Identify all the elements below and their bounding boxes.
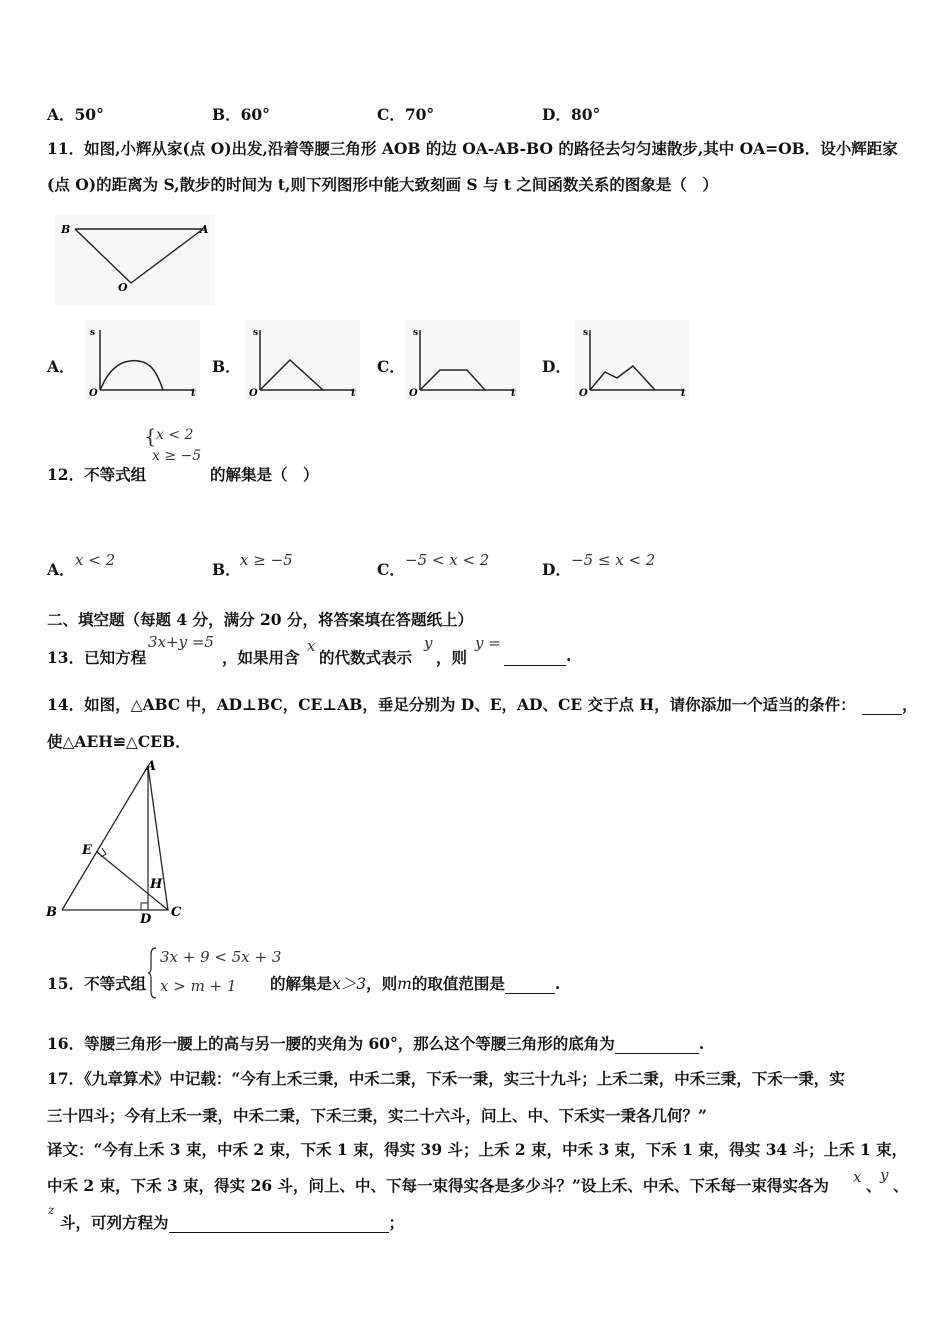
q12-option-a-letter: A．	[47, 560, 75, 579]
svg-text:O: O	[89, 388, 98, 399]
q13-var-x: x	[307, 637, 316, 655]
q13-mid-3: ，则	[436, 648, 468, 667]
q14-label-d: D	[140, 912, 152, 927]
q14-answer-blank[interactable]: ，	[862, 693, 918, 715]
q12-brace: {	[144, 424, 157, 448]
q14-label-c: C	[171, 905, 182, 920]
svg-text:s: s	[253, 328, 259, 338]
q11-label-b: B	[61, 223, 71, 236]
q14-label-b: B	[46, 905, 57, 920]
svg-text:s: s	[413, 328, 419, 338]
svg-text:t: t	[191, 388, 196, 399]
q10-option-b: B．60°	[212, 105, 270, 124]
q14-line-2: 使△AEH≌△CEB．	[47, 732, 191, 751]
q16-text: 16．等腰三角形一腰上的高与另一腰的夹角为 60°，那么这个等腰三角形的底角为 .	[47, 1034, 705, 1053]
q17-var-x: x	[853, 1168, 862, 1186]
q14-label-a: A	[146, 759, 157, 774]
q12-option-a-math: x < 2	[75, 551, 116, 569]
svg-text:t: t	[681, 388, 686, 399]
q15-answer-blank[interactable]	[505, 974, 555, 994]
q11-graph-d	[575, 320, 690, 400]
q12-option-c-math: −5 < x < 2	[405, 551, 490, 569]
q14-label-h: H	[150, 877, 163, 892]
q11-option-b-letter: B．	[212, 357, 241, 376]
q12-option-d-math: −5 ≤ x < 2	[571, 551, 656, 569]
svg-text:O: O	[409, 388, 418, 399]
q12-prefix: 12．不等式组	[47, 465, 147, 484]
svg-text:O: O	[579, 388, 588, 399]
q12-suffix: 的解集是（ ）	[210, 465, 319, 484]
q13-prefix: 13．已知方程	[47, 648, 147, 667]
q12-option-b-letter: B．	[212, 560, 241, 579]
q17-line-3: 译文：“今有上禾 3 束，中禾 2 束，下禾 1 束，得实 39 斗；上禾 2 束，中禾 3 束，下禾 1 束，得实 34 斗；上禾 1 束，	[47, 1140, 908, 1159]
q13-answer-blank[interactable]: .	[504, 646, 571, 666]
q13-y-equals: y =	[475, 634, 501, 652]
q11-triangle-figure	[55, 215, 215, 305]
q15-prefix: 15．不等式组	[47, 974, 147, 993]
q11-line-2: (点 O)的距离为 S,散步的时间为 t,则下列图形中能大致刻画 S 与 t 之间函数关系的图象是（ ）	[47, 175, 718, 194]
q17-var-y: y	[880, 1166, 889, 1184]
q17-line-4: 中禾 2 束，下禾 3 束，得实 26 斗，问上、中、下每一束得实各是多少斗？”设上禾、中禾、下禾每一束得实各为	[47, 1176, 829, 1195]
svg-text:t: t	[351, 388, 356, 399]
q16-answer-blank[interactable]	[615, 1034, 699, 1054]
q11-graph-a	[85, 320, 200, 400]
q11-label-o: O	[118, 281, 128, 294]
q11-line-1: 11．如图,小辉从家(点 O)出发,沿着等腰三角形 AOB 的边 OA-AB-BO 的路径去匀匀速散步,其中 OA=OB．设小辉距家	[47, 139, 898, 158]
q14-triangle-figure	[40, 758, 200, 928]
q12-sys-line-1: x < 2	[156, 427, 194, 443]
svg-text:s: s	[583, 328, 589, 338]
q15-brace	[148, 946, 158, 1000]
q17-line-2: 三十四斗；今有上禾一秉，中禾二秉，下禾三秉，实二十六斗，问上、中、下禾实一秉各几何？”	[47, 1106, 707, 1125]
q13-mid: ，如果用含	[222, 648, 300, 667]
q10-option-c: C．70°	[377, 105, 435, 124]
q12-option-c-letter: C．	[377, 560, 405, 579]
q14-line-1: 14．如图，△ABC 中，AD⊥BC，CE⊥AB，垂足分别为 D、E，AD、CE 交于点 H，请你添加一个适当的条件：	[47, 695, 856, 714]
q17-var-z: z	[48, 1203, 55, 1217]
q11-option-a-letter: A．	[47, 357, 75, 376]
svg-text:O: O	[249, 388, 258, 399]
q15-text: 的解集是x＞3，则m的取值范围是 .	[270, 974, 561, 993]
q14-label-e: E	[82, 843, 92, 858]
q13-mid-2: 的代数式表示	[319, 648, 413, 667]
q17-answer-blank[interactable]	[169, 1213, 389, 1233]
q11-graph-b	[245, 320, 360, 400]
q11-label-a: A	[200, 223, 209, 236]
svg-text:s: s	[90, 328, 96, 338]
q12-option-d-letter: D．	[542, 560, 571, 579]
q10-option-d: D．80°	[542, 105, 601, 124]
q17-sep-2: 、	[893, 1176, 909, 1195]
q17-line-1: 17．《九章算术》中记载：“今有上禾三秉，中禾二秉，下禾一秉，实三十九斗；上禾二秉，中禾三秉，下禾一秉，实	[47, 1069, 845, 1088]
q13-equation: 3x+y =5	[148, 633, 214, 651]
svg-text:t: t	[511, 388, 516, 399]
q11-option-d-letter: D．	[542, 357, 571, 376]
q15-sys-line-1: 3x + 9 < 5x + 3	[160, 948, 282, 966]
q12-sys-line-2: x ≥ −5	[152, 448, 202, 464]
q10-option-a: A．50°	[47, 105, 104, 124]
q17-line-5: 斗，可列方程为 ；	[60, 1213, 405, 1232]
q11-option-c-letter: C．	[377, 357, 405, 376]
q15-sys-line-2: x > m + 1	[160, 977, 237, 995]
q11-graph-c	[405, 320, 520, 400]
q13-var-y: y	[424, 634, 433, 652]
q12-option-b-math: x ≥ −5	[240, 551, 293, 569]
section-heading: 二、填空题（每题 4 分，满分 20 分，将答案填在答题纸上）	[47, 610, 473, 629]
q17-sep-1: 、	[866, 1176, 882, 1195]
